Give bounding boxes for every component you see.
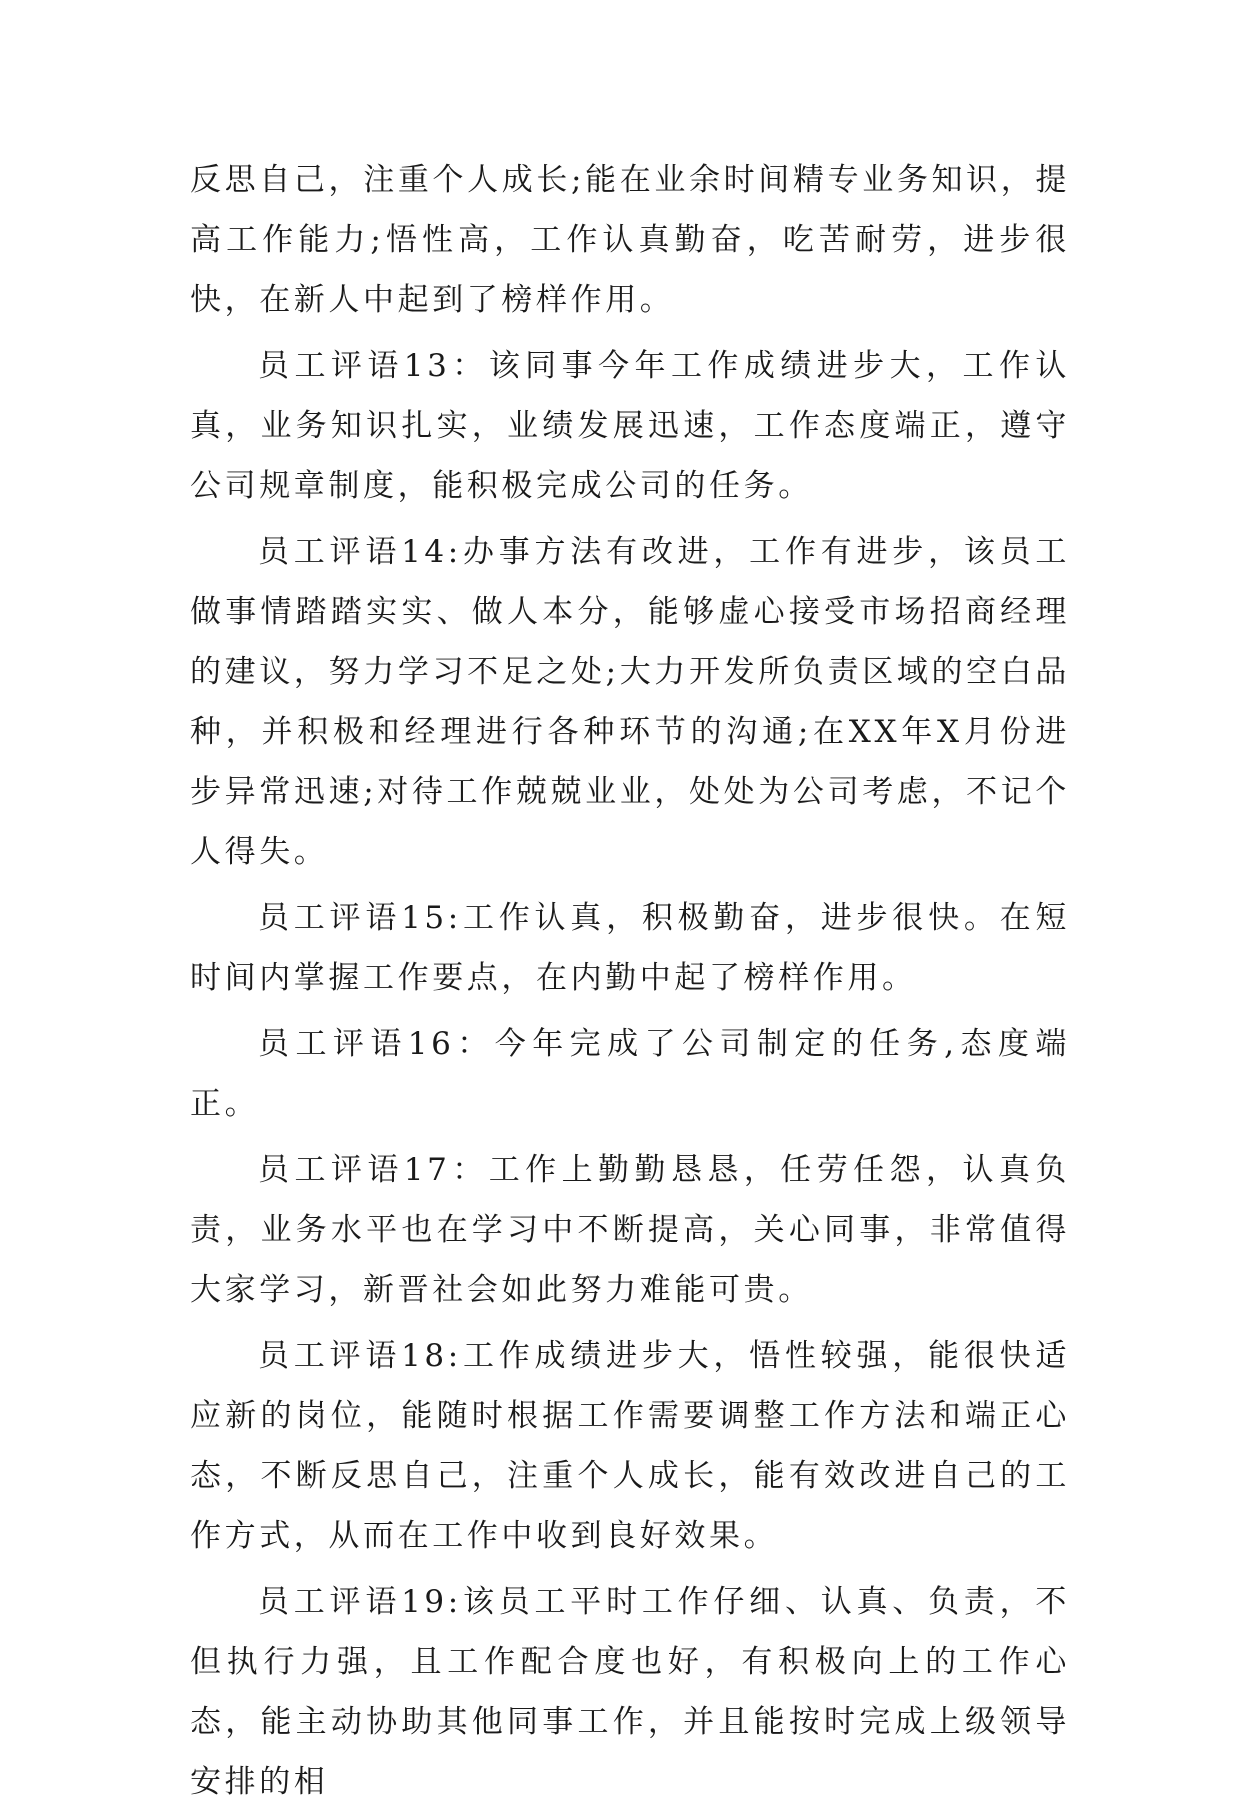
paragraph-comment-13: 员工评语13：该同事今年工作成绩进步大，工作认真，业务知识扎实，业绩发展迅速，工作态度端正，遵守公司规章制度，能积极完成公司的任务。 [190,348,1070,504]
paragraph-comment-17: 员工评语17：工作上勤勤恳恳，任劳任怨，认真负责，业务水平也在学习中不断提高，关心同事，非常值得大家学习，新晋社会如此努力难能可贵。 [190,1152,1070,1308]
paragraph-comment-14: 员工评语14:办事方法有改进，工作有进步，该员工做事情踏踏实实、做人本分，能够虚心接受市场招商经理的建议，努力学习不足之处;大力开发所负责区域的空白品种，并积极和经理进行各种环节的沟通;在XX年X月份进步异常迅速;对待工作兢兢业业，处处为公司考虑，不记个人得失。 [190,534,1070,870]
paragraph-comment-18: 员工评语18:工作成绩进步大，悟性较强，能很快适应新的岗位，能随时根据工作需要调整工作方法和端正心态，不断反思自己，注重个人成长，能有效改进自己的工作方式，从而在工作中收到良好效果。 [190,1338,1070,1554]
paragraph-comment-15: 员工评语15:工作认真，积极勤奋，进步很快。在短时间内掌握工作要点，在内勤中起了榜样作用。 [190,900,1070,996]
document-body [190,150,1070,1818]
paragraph-comment-19: 员工评语19:该员工平时工作仔细、认真、负责，不但执行力强，且工作配合度也好，有积极向上的工作心态，能主动协助其他同事工作，并且能按时完成上级领导安排的相 [190,1584,1070,1800]
paragraph-comment-16: 员工评语16：今年完成了公司制定的任务,态度端正。 [190,1026,1070,1122]
paragraph-continued: 反思自己，注重个人成长;能在业余时间精专业务知识，提高工作能力;悟性高，工作认真勤奋，吃苦耐劳，进步很快，在新人中起到了榜样作用。 [190,162,1070,318]
